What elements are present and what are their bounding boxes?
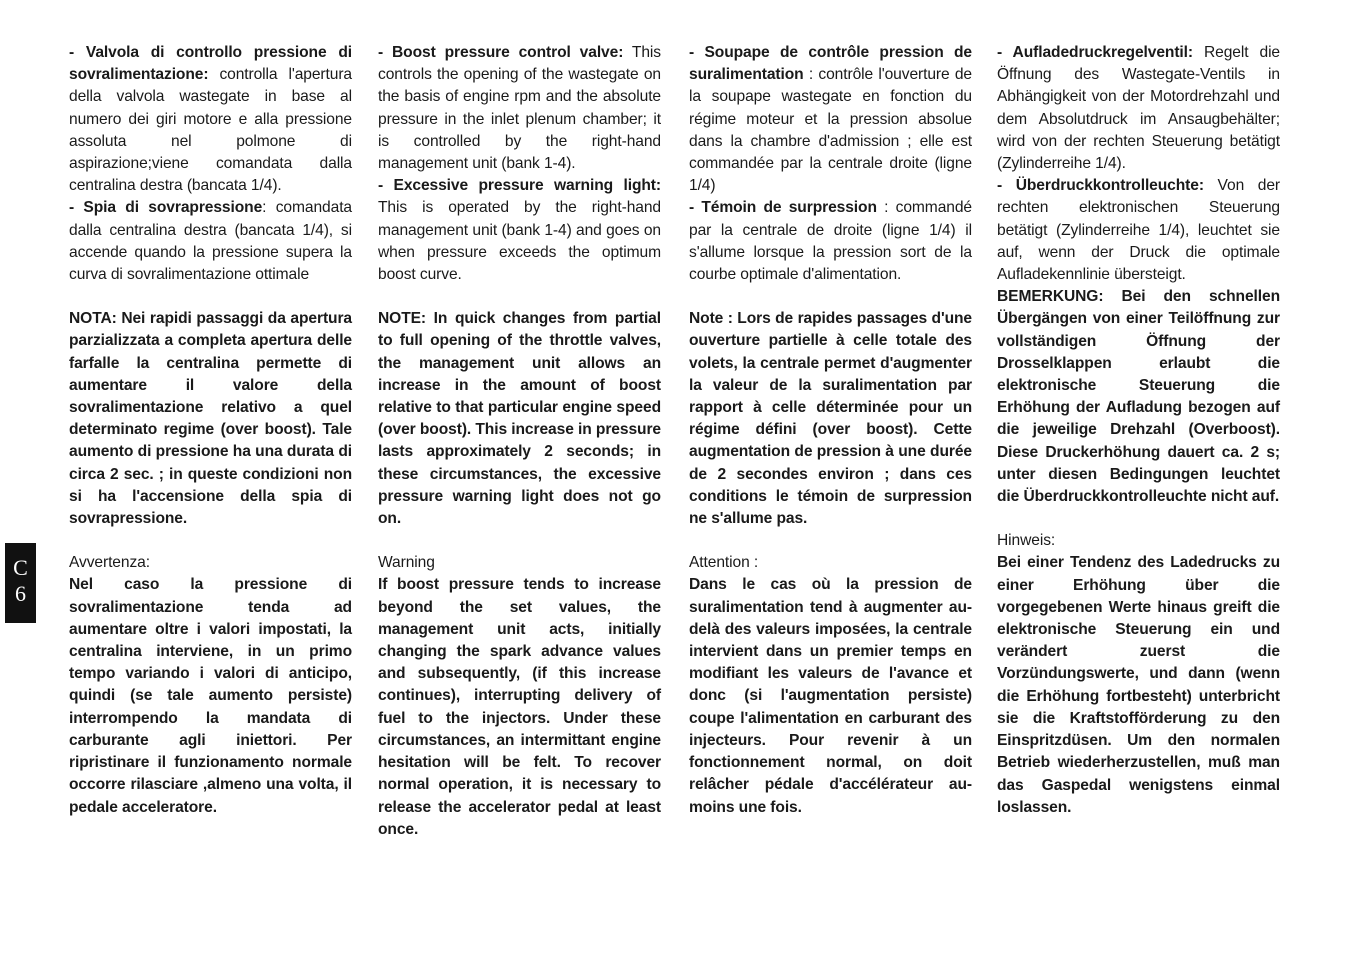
item-boost-valve [997, 42, 1280, 175]
warning-title: Avvertenza: [69, 554, 150, 572]
warning-text: If boost pressure tends to increase beyond the set values, the management unit acts, initially changing the spark advance values and subsequently, (if this increase continues), interrupting delivery of fuel to the injectors. Under these circumstances, an intermittant engine hesitation will be felt. To recover normal operation, it is necessary to release the accelerator pedal at least once. [378, 576, 661, 838]
item-text: This is operated by the right-hand management unit (bank 1-4) and goes on when pressure exceeds the optimum boost curve. [378, 199, 661, 284]
item-text: : contrôle l'ouverture de la soupape wastegate en fonction du régime moteur et la pression absolue dans la chambre d'admission ; elle est commandée par la centrale droite (ligne 1/4) [689, 66, 972, 195]
column-italian [69, 42, 352, 819]
column-english [378, 42, 661, 841]
item-warning-light [378, 175, 661, 286]
item-text: : commandé par la centrale de droite (ligne 1/4) il s'allume lorsque la pression sort de la courbe optimale d'alimentation. [689, 199, 972, 284]
column-german [997, 42, 1280, 819]
item-text: controlla l'apertura della valvola wastegate in base al numero dei giri motore e alla pressione assoluta nel polmone di aspirazione;viene comandata dalla centralina destra (bancata 1/4). [69, 66, 352, 195]
item-warning-light [69, 197, 352, 286]
chapter-tab [5, 543, 36, 623]
item-text: Regelt die Öffnung des Wastegate-Ventils in Abhängigkeit von der Motordrehzahl und dem Absolutdruck im Ansaugbehälter; wird von der rechten Steuerung betätigt (Zylinderreihe 1/4). [997, 44, 1281, 173]
item-text: : comandata dalla centralina destra (bancata 1/4), si accende quando la pressione supera la curva di sovralimentazione ottimale [69, 199, 352, 284]
item-text: Von der rechten elektronischen Steuerung betätigt (Zylinderreihe 1/4), leuchtet sie auf, wenn der Druck die optimale Aufladekennlinie übersteigt. [997, 177, 1280, 284]
item-heading: - Aufladedruckregelventil: [997, 44, 1193, 61]
item-heading: - Soupape de contrôle pression de suralimentation [689, 44, 972, 84]
item-boost-valve [378, 42, 661, 175]
warning-title: Warning [378, 554, 435, 572]
warning-text: Bei einer Tendenz des Ladedrucks zu einer Erhöhung über die vorgegebenen Werte hinaus greift die elektronische Steuerung ein und verändert zuerst die Vorzündungswerte, und dann (wenn die Erhöhung fortbesteht) unterbricht sie die Kraftstofförderung zu den Einspritzdüsen. Um den normalen Betrieb wiederherzustellen, muß man das Gaspedal wenigstens einmal loslassen. [997, 554, 1280, 816]
item-boost-valve [689, 42, 972, 197]
item-heading: - Boost pressure control valve: [378, 44, 624, 61]
chapter-letter: C [13, 555, 28, 580]
note-paragraph: NOTE: In quick changes from partial to full opening of the throttle valves, the management unit allows an increase in the amount of boost relative to that particular engine speed (over boost). This increase in pressure lasts approximately 2 seconds; in these circumstances, the excessive pressure warning light does not go on. [378, 310, 661, 528]
note-paragraph: NOTA: Nei rapidi passaggi da apertura parzializzata a completa apertura delle farfalle la centralina permette di aumentare il valore della sovralimentazione relativo a quel determinato regime (over boost). Tale aumento di pressione ha una durata di circa 2 sec. ; in queste condizioni non si ha l'accensione della spia di sovrapressione. [69, 310, 352, 528]
item-heading: - Überdruckkontrolleuchte: [997, 177, 1204, 195]
warning-title: Hinweis: [997, 532, 1056, 550]
warning-text: Nel caso la pressione di sovralimentazione tenda ad aumentare oltre i valori impostati, la centralina interviene, in un primo tempo variando i valori di anticipo, quindi (se tale aumento persiste) interrompendo la mandata di carburante agli iniettori. Per ripristinare il funzionamento normale occorre rilasciare ,almeno una volta, il pedale acceleratore. [69, 576, 352, 816]
item-warning-light [689, 197, 972, 286]
warning-text: Dans le cas où la pression de suralimentation tend à augmenter au-delà des valeurs imposées, la centrale intervient dans un premier temps en modifiant les valeurs de l'avance et donc (si l'augmentation persiste) coupe l'alimentation en carburant des injecteurs. Pour revenir à un fonctionnement normal, on doit relâcher pédale d'accélérateur au-moins une fois. [689, 576, 972, 816]
item-boost-valve [69, 42, 352, 197]
item-text: This controls the opening of the wastegate on the basis of engine rpm and the absolute pressure in the inlet plenum chamber; it is controlled by the right-hand management unit (bank 1-4). [378, 44, 661, 173]
chapter-number: 6 [15, 581, 26, 606]
item-heading: - Valvola di controllo pressione di sovralimentazione: [69, 44, 352, 84]
item-heading: - Excessive pressure warning light: [378, 177, 661, 195]
column-french [689, 42, 972, 819]
item-heading: - Témoin de surpression [689, 199, 877, 217]
item-heading: - Spia di sovrapressione [69, 199, 263, 217]
item-warning-light [997, 175, 1280, 286]
note-paragraph: BEMERKUNG: Bei den schnellen Übergängen von einer Teilöffnung zur vollständigen Öffnung der Drosselklappen erlaubt die elektronische Steuerung die Erhöhung der Aufladung bezogen auf die jeweilige Drehzahl (Overboost). Diese Druckerhöhung dauert ca. 2 s; unter diesen Bedingungen leuchtet die Überdruckkontrolleuchte nicht auf. [997, 288, 1280, 506]
warning-title: Attention : [689, 554, 759, 572]
note-paragraph: Note : Lors de rapides passages d'une ouverture partielle à celle totale des volets, la centrale permet d'augmenter la valeur de la suralimentation par rapport à celle déterminée pour un régime défini (over boost). Cette augmentation de pression à une durée de 2 secondes environ ; dans ces conditions le témoin de surpression ne s'allume pas. [689, 310, 972, 528]
